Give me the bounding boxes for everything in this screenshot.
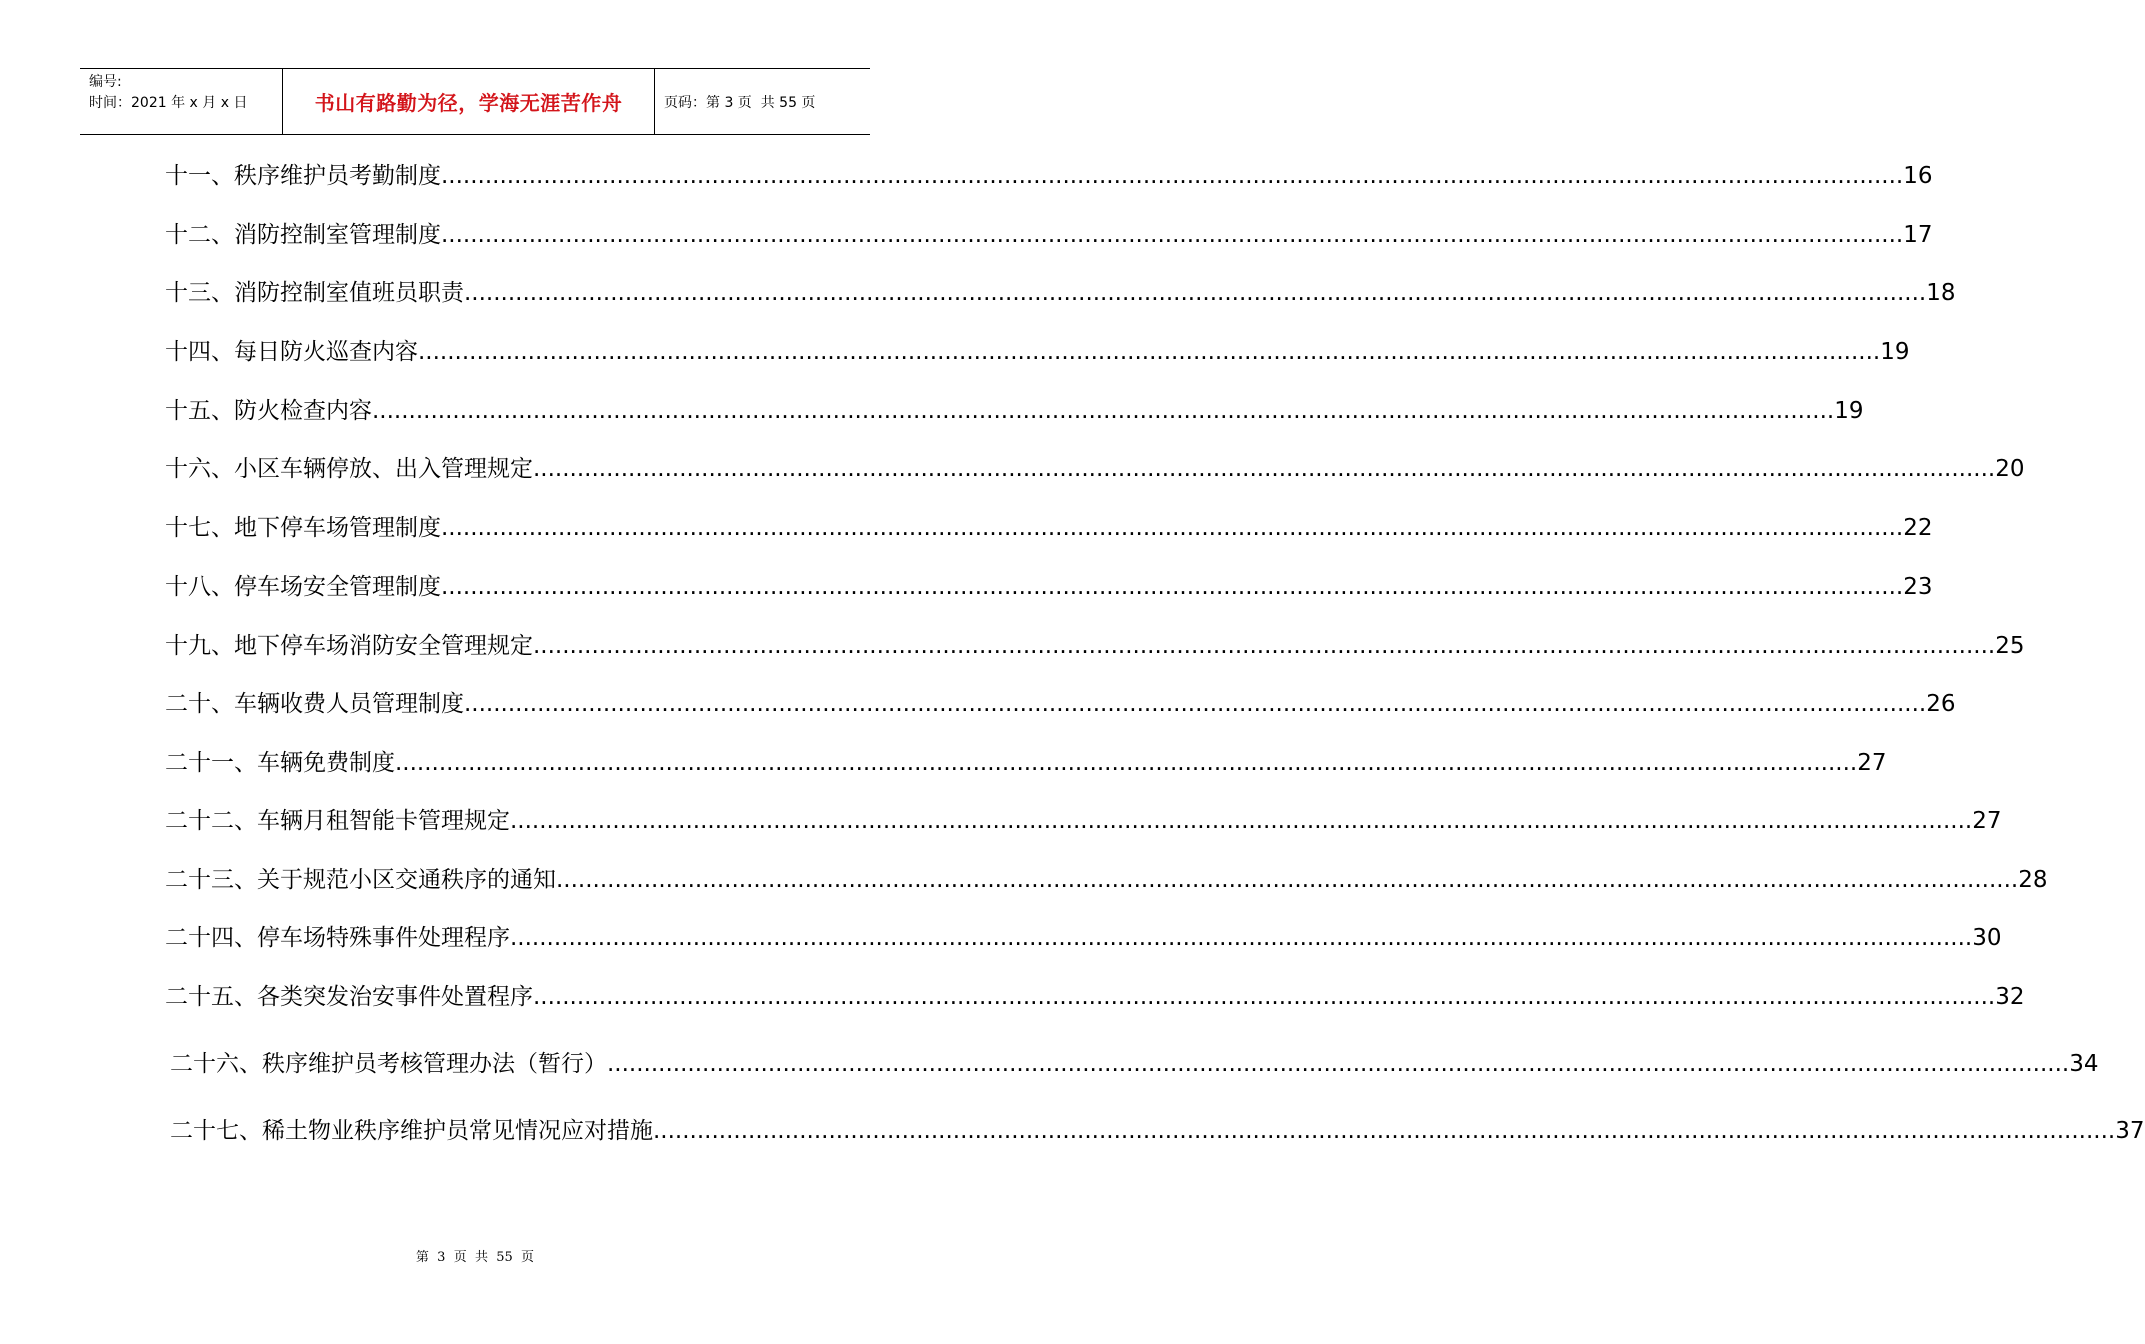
toc-leader-dots: ........................................................................................................................................................................................................ [510, 925, 1973, 951]
toc-entry-title: 二十二、车辆月租智能卡管理规定 [165, 808, 510, 834]
toc-entry-page: 22 [1903, 515, 1933, 541]
time-label: 时间：2021 年 x 月 x 日 [89, 95, 248, 111]
toc-leader-dots: ........................................................................................................................................................................................................ [607, 1051, 2070, 1077]
header-page-info: 页码：第 3 页 共 55 页 [664, 94, 816, 111]
toc-entry[interactable] [165, 629, 2025, 663]
toc-entry-title: 十二、消防控制室管理制度 [165, 222, 441, 248]
toc-entry-title: 二十五、各类突发治安事件处置程序 [165, 984, 533, 1010]
toc-leader-dots: ........................................................................................................................................................................................................ [395, 750, 1858, 776]
toc-leader-dots: ........................................................................................................................................................................................................ [533, 984, 1996, 1010]
number-label: 编号: [89, 74, 122, 90]
toc-entry-page: 30 [1972, 925, 2002, 951]
toc-entry-title: 十五、防火检查内容 [165, 398, 372, 424]
toc-entry-title: 二十七、稀土物业秩序维护员常见情况应对措施 [170, 1118, 653, 1144]
toc-entry[interactable] [170, 1047, 2099, 1081]
toc-entry[interactable] [165, 570, 1933, 604]
toc-entry-page: 37 [2115, 1118, 2145, 1144]
toc-entry-title: 二十六、秩序维护员考核管理办法（暂行） [170, 1051, 607, 1077]
toc-entry[interactable] [165, 276, 1956, 310]
toc-entry-title: 十八、停车场安全管理制度 [165, 574, 441, 600]
toc-entry[interactable] [165, 980, 2025, 1014]
toc-entry-title: 二十一、车辆免费制度 [165, 750, 395, 776]
toc-entry-title: 十一、秩序维护员考勤制度 [165, 163, 441, 189]
toc-entry[interactable] [165, 335, 1910, 369]
toc-leader-dots: ........................................................................................................................................................................................................ [372, 398, 1835, 424]
toc-leader-dots: ........................................................................................................................................................................................................ [533, 633, 1996, 659]
toc-leader-dots: ........................................................................................................................................................................................................ [533, 456, 1996, 482]
toc-leader-dots: ........................................................................................................................................................................................................ [441, 515, 1904, 541]
toc-entry[interactable] [170, 1114, 2145, 1148]
toc-entry[interactable] [165, 452, 2025, 486]
page-footer: 第 3 页 共 55 页 [415, 1250, 535, 1265]
toc-entry-page: 34 [2069, 1051, 2099, 1077]
toc-entry-page: 23 [1903, 574, 1933, 600]
toc-entry-title: 十三、消防控制室值班员职责 [165, 280, 464, 306]
toc-entry-page: 19 [1880, 339, 1910, 365]
toc-entry-title: 十七、地下停车场管理制度 [165, 515, 441, 541]
toc-entry-page: 25 [1995, 633, 2025, 659]
toc-entry-page: 16 [1903, 163, 1933, 189]
toc-entry-title: 二十三、关于规范小区交通秩序的通知 [165, 867, 556, 893]
toc-entry[interactable] [165, 863, 2048, 897]
toc-entry[interactable] [165, 921, 2002, 955]
toc-entry-page: 17 [1903, 222, 1933, 248]
toc-entry-page: 26 [1926, 691, 1956, 717]
header-page-cell [655, 69, 870, 134]
toc-entry-page: 27 [1972, 808, 2002, 834]
toc-leader-dots: ........................................................................................................................................................................................................ [441, 574, 1904, 600]
toc-entry[interactable] [165, 687, 1956, 721]
toc-leader-dots: ........................................................................................................................................................................................................ [418, 339, 1881, 365]
header-motto-cell [283, 69, 655, 134]
toc-leader-dots: ........................................................................................................................................................................................................ [464, 280, 1927, 306]
toc-entry-page: 18 [1926, 280, 1956, 306]
toc-entry[interactable] [165, 218, 1933, 252]
toc-leader-dots: ........................................................................................................................................................................................................ [556, 867, 2019, 893]
toc-entry[interactable] [165, 804, 2002, 838]
toc-entry-page: 27 [1857, 750, 1887, 776]
page-header [80, 68, 870, 135]
toc-entry-title: 十六、小区车辆停放、出入管理规定 [165, 456, 533, 482]
toc-entry-title: 十九、地下停车场消防安全管理规定 [165, 633, 533, 659]
toc-leader-dots: ........................................................................................................................................................................................................ [464, 691, 1927, 717]
toc-entry[interactable] [165, 511, 1933, 545]
toc-leader-dots: ........................................................................................................................................................................................................ [653, 1118, 2116, 1144]
toc-entry-title: 二十、车辆收费人员管理制度 [165, 691, 464, 717]
toc-leader-dots: ........................................................................................................................................................................................................ [441, 163, 1904, 189]
toc-entry-page: 20 [1995, 456, 2025, 482]
toc-entry-title: 二十四、停车场特殊事件处理程序 [165, 925, 510, 951]
toc-entry[interactable] [165, 746, 1887, 780]
toc-entry-page: 28 [2018, 867, 2048, 893]
toc-entry[interactable] [165, 394, 1864, 428]
toc-entry-page: 32 [1995, 984, 2025, 1010]
toc-leader-dots: ........................................................................................................................................................................................................ [441, 222, 1904, 248]
toc-entry[interactable] [165, 159, 1933, 193]
header-meta [80, 69, 283, 134]
toc-entry-title: 十四、每日防火巡查内容 [165, 339, 418, 365]
toc-entry-page: 19 [1834, 398, 1864, 424]
toc-leader-dots: ........................................................................................................................................................................................................ [510, 808, 1973, 834]
header-motto: 书山有路勤为径，学海无涯苦作舟 [314, 91, 623, 115]
